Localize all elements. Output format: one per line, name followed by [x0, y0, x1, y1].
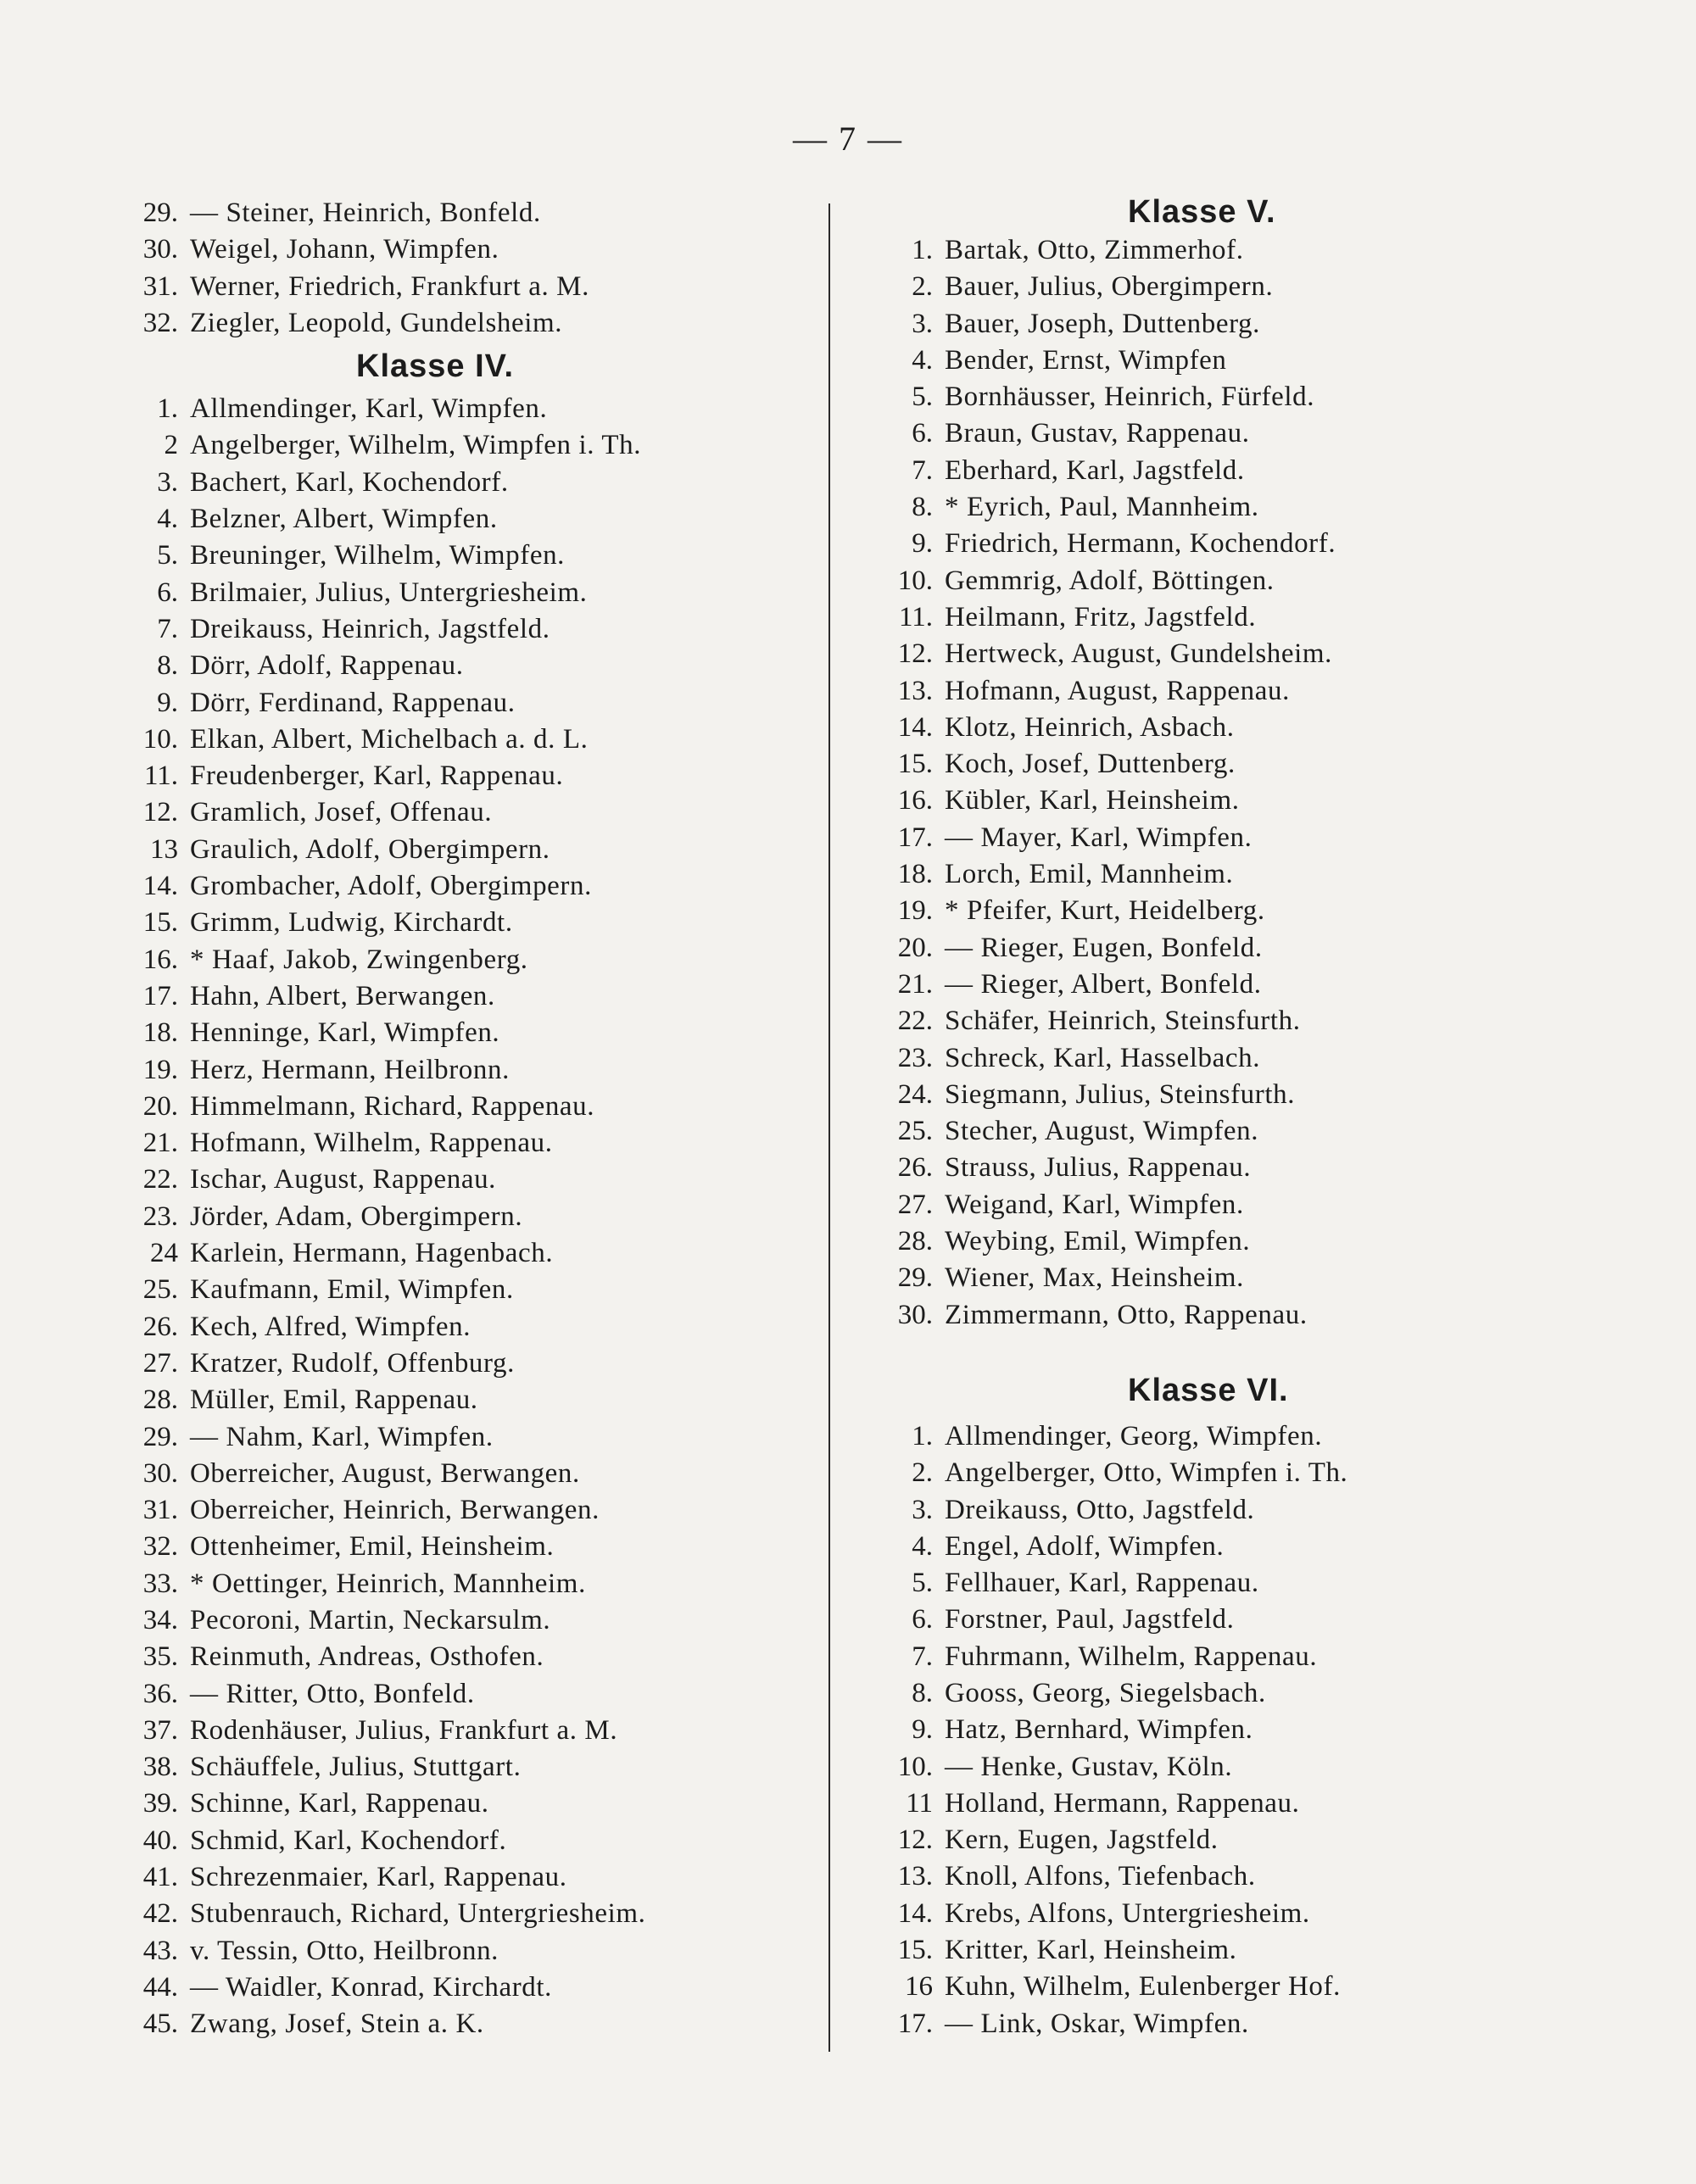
- entry-number: 25.: [897, 1116, 933, 1147]
- list-item: [873, 673, 1535, 710]
- list-item: [119, 1676, 814, 1713]
- list-item: [873, 343, 1535, 379]
- entry-number: 9.: [912, 1714, 933, 1746]
- entry-text: — Nahm, Karl, Wimpfen.: [190, 1421, 494, 1452]
- list-item: [873, 1455, 1535, 1491]
- entry-number: 14.: [142, 871, 178, 902]
- entry-text: — Ritter, Otto, Bonfeld.: [190, 1678, 475, 1709]
- entry-number: 17.: [142, 980, 178, 1011]
- entry-number: 6.: [912, 1604, 933, 1635]
- list-item: [873, 1602, 1535, 1638]
- list-item: [873, 232, 1535, 269]
- list-item: [873, 1492, 1535, 1529]
- entry-number: 40.: [142, 1825, 178, 1856]
- entry-text: Kaufmann, Emil, Wimpfen.: [190, 1274, 514, 1306]
- left-column: [119, 195, 814, 2043]
- entry-text: Gooss, Georg, Siegelsbach.: [945, 1677, 1266, 1708]
- entry-text: — Waidler, Konrad, Kirchardt.: [190, 1971, 553, 2003]
- entry-text: Oberreicher, Heinrich, Berwangen.: [190, 1495, 600, 1526]
- entry-text: Kech, Alfred, Wimpfen.: [190, 1311, 471, 1342]
- entry-number: 15.: [142, 907, 178, 939]
- list-item: [119, 1492, 814, 1529]
- list-item: [119, 1235, 814, 1272]
- entry-text: Friedrich, Hermann, Kochendorf.: [945, 528, 1336, 560]
- list-item: [119, 1125, 814, 1162]
- entry-text: Zwang, Josef, Stein a. K.: [190, 2008, 484, 2040]
- entry-number: 34.: [142, 1604, 178, 1635]
- entry-number: 30.: [897, 1299, 933, 1330]
- entry-text: Stubenrauch, Richard, Untergriesheim.: [190, 1898, 646, 1930]
- entry-text: Werner, Friedrich, Frankfurt a. M.: [190, 270, 589, 302]
- list-item: [119, 1272, 814, 1308]
- entry-number: 30.: [142, 234, 178, 265]
- entry-number: 13.: [897, 675, 933, 706]
- entry-number: 20.: [142, 1090, 178, 1122]
- list-item: [873, 1418, 1535, 1455]
- list-item: [119, 1786, 814, 1822]
- entry-number: 43.: [142, 1935, 178, 1966]
- list-item: [119, 1749, 814, 1786]
- list-item: [873, 893, 1535, 929]
- entry-number: 32.: [142, 1531, 178, 1563]
- list-item: [873, 1113, 1535, 1150]
- entry-text: Dreikauss, Otto, Jagstfeld.: [945, 1494, 1255, 1525]
- entry-text: Brilmaier, Julius, Untergriesheim.: [190, 577, 588, 608]
- entry-number: 21.: [142, 1128, 178, 1159]
- entry-number: 28.: [897, 1226, 933, 1257]
- entry-text: Kratzer, Rudolf, Offenburg.: [190, 1347, 515, 1379]
- entry-number: 10.: [142, 723, 178, 755]
- list-item: [119, 905, 814, 941]
- entry-number: 33.: [142, 1568, 178, 1599]
- list-item: [873, 1822, 1535, 1858]
- list-item: [119, 1419, 814, 1456]
- entry-number: 11: [906, 1787, 933, 1819]
- entry-number: 17.: [897, 822, 933, 853]
- entry-number: 32.: [142, 307, 178, 338]
- entry-number: 10.: [897, 1751, 933, 1782]
- entry-text: Krebs, Alfons, Untergriesheim.: [945, 1897, 1310, 1929]
- entry-number: 4.: [912, 344, 933, 376]
- entry-number: 5.: [912, 1568, 933, 1599]
- entry-number: 3.: [912, 308, 933, 339]
- entry-text: Weigel, Johann, Wimpfen.: [190, 234, 499, 265]
- list-item: [119, 1382, 814, 1418]
- list-item: [873, 1297, 1535, 1334]
- entry-text: Wiener, Max, Heinsheim.: [945, 1262, 1244, 1294]
- class-iii-continuation-list: [119, 195, 814, 342]
- entry-text: — Steiner, Heinrich, Bonfeld.: [190, 198, 541, 228]
- list-item: [873, 820, 1535, 856]
- list-item: [119, 465, 814, 501]
- entry-number: 11.: [898, 601, 933, 632]
- entry-number: 9.: [912, 528, 933, 560]
- entry-text: * Pfeifer, Kurt, Heidelberg.: [945, 895, 1265, 927]
- entry-number: 30.: [142, 1457, 178, 1489]
- list-item: [119, 722, 814, 758]
- entry-number: 44.: [142, 1971, 178, 2003]
- entry-text: Elkan, Albert, Michelbach a. d. L.: [190, 723, 589, 755]
- entry-text: — Rieger, Albert, Bonfeld.: [945, 968, 1262, 1000]
- entry-text: Herz, Hermann, Heilbronn.: [190, 1054, 510, 1085]
- entry-number: 19.: [142, 1054, 178, 1085]
- list-item: [873, 526, 1535, 562]
- list-item: [119, 1713, 814, 1749]
- list-item: [119, 305, 814, 342]
- entry-number: 16: [905, 1971, 933, 2003]
- list-item: [873, 1077, 1535, 1113]
- entry-number: 16.: [142, 944, 178, 975]
- list-item: [119, 1970, 814, 2006]
- list-item: [119, 501, 814, 538]
- entry-number: 7.: [157, 613, 178, 644]
- entry-text: Holland, Hermann, Rappenau.: [945, 1787, 1300, 1819]
- entry-text: Hertweck, August, Gundelsheim.: [945, 638, 1333, 670]
- entry-number: 12.: [142, 797, 178, 828]
- list-item: [119, 685, 814, 722]
- entry-text: * Oettinger, Heinrich, Mannheim.: [190, 1568, 586, 1599]
- page-number: — 7 —: [793, 120, 903, 158]
- entry-text: Ischar, August, Rappenau.: [190, 1164, 497, 1195]
- entry-text: * Eyrich, Paul, Mannheim.: [945, 492, 1259, 523]
- entry-number: 27.: [897, 1189, 933, 1220]
- entry-number: 10.: [897, 565, 933, 596]
- class-v-heading: Klasse V.: [1128, 194, 1276, 230]
- list-item: [873, 930, 1535, 967]
- entry-text: Eberhard, Karl, Jagstfeld.: [945, 454, 1245, 486]
- entry-text: Ottenheimer, Emil, Heinsheim.: [190, 1531, 555, 1563]
- list-item: [119, 1602, 814, 1639]
- entry-text: Fellhauer, Karl, Rappenau.: [945, 1568, 1259, 1599]
- entry-text: Grimm, Ludwig, Kirchardt.: [190, 907, 513, 939]
- list-item: [873, 710, 1535, 746]
- entry-text: Angelberger, Wilhelm, Wimpfen i. Th.: [190, 430, 642, 461]
- entry-text: v. Tessin, Otto, Heilbronn.: [190, 1935, 499, 1966]
- entry-text: Bender, Ernst, Wimpfen: [945, 344, 1227, 376]
- class-v-list: [873, 232, 1535, 1334]
- entry-text: Schinne, Karl, Rappenau.: [190, 1788, 489, 1819]
- entry-text: Hofmann, August, Rappenau.: [945, 675, 1290, 706]
- list-item: [119, 231, 814, 268]
- entry-number: 42.: [142, 1898, 178, 1930]
- list-item: [873, 967, 1535, 1003]
- entry-number: 14.: [897, 1897, 933, 1929]
- entry-text: Klotz, Heinrich, Asbach.: [945, 711, 1235, 743]
- list-item: [119, 1199, 814, 1235]
- entry-text: Jörder, Adam, Obergimpern.: [190, 1201, 523, 1232]
- entry-text: Müller, Emil, Rappenau.: [190, 1384, 478, 1416]
- list-item: [873, 1675, 1535, 1712]
- entry-text: Hofmann, Wilhelm, Rappenau.: [190, 1128, 553, 1159]
- entry-number: 23.: [142, 1201, 178, 1232]
- list-item: [119, 1346, 814, 1382]
- entry-text: Schäfer, Heinrich, Steinsfurth.: [945, 1006, 1301, 1037]
- list-item: [119, 1896, 814, 1932]
- list-item: [119, 1015, 814, 1051]
- entry-text: Koch, Josef, Duttenberg.: [945, 749, 1236, 780]
- list-item: [873, 2006, 1535, 2042]
- entry-number: 41.: [142, 1862, 178, 1893]
- list-item: [873, 489, 1535, 526]
- entry-text: Belzner, Albert, Wimpfen.: [190, 504, 498, 535]
- entry-text: Kuhn, Wilhelm, Eulenberger Hof.: [945, 1971, 1341, 2003]
- entry-text: Grombacher, Adolf, Obergimpern.: [190, 871, 592, 902]
- entry-text: Graulich, Adolf, Obergimpern.: [190, 833, 550, 865]
- entry-text: Breuninger, Wilhelm, Wimpfen.: [190, 540, 566, 571]
- entry-number: 13.: [897, 1861, 933, 1892]
- class-iv-heading: Klasse IV.: [356, 348, 515, 385]
- list-item: [119, 794, 814, 831]
- entry-text: Lorch, Emil, Mannheim.: [945, 859, 1234, 890]
- entry-text: Hahn, Albert, Berwangen.: [190, 980, 495, 1011]
- entry-number: 15.: [897, 1935, 933, 1966]
- list-item: [119, 538, 814, 574]
- list-item: [873, 1565, 1535, 1602]
- list-item: [873, 1150, 1535, 1186]
- list-item: [119, 427, 814, 464]
- entry-text: Hatz, Bernhard, Wimpfen.: [945, 1714, 1253, 1746]
- entry-text: Braun, Gustav, Rappenau.: [945, 418, 1250, 449]
- entry-text: Dreikauss, Heinrich, Jagstfeld.: [190, 613, 550, 644]
- list-item: [873, 1003, 1535, 1039]
- list-item: [873, 269, 1535, 305]
- list-item: [873, 1858, 1535, 1895]
- list-item: [873, 563, 1535, 599]
- entry-text: Knoll, Alfons, Tiefenbach.: [945, 1861, 1256, 1892]
- entry-text: Bauer, Joseph, Duttenberg.: [945, 308, 1261, 339]
- list-item: [873, 1786, 1535, 1822]
- entry-text: Dörr, Adolf, Rappenau.: [190, 650, 464, 682]
- entry-number: 21.: [897, 968, 933, 1000]
- entry-number: 31.: [142, 270, 178, 302]
- entry-text: — Henke, Gustav, Köln.: [945, 1751, 1233, 1782]
- entry-number: 24.: [897, 1078, 933, 1110]
- entry-number: 1.: [912, 235, 933, 265]
- list-item: [119, 1052, 814, 1089]
- list-item: [873, 306, 1535, 343]
- list-item: [119, 1823, 814, 1859]
- entry-number: 15.: [897, 749, 933, 780]
- entry-number: 12.: [897, 1825, 933, 1856]
- list-item: [119, 978, 814, 1015]
- entry-number: 35.: [142, 1641, 178, 1673]
- entry-text: Stecher, August, Wimpfen.: [945, 1116, 1259, 1147]
- class-vi-list: [873, 1418, 1535, 2042]
- entry-number: 7.: [912, 454, 933, 486]
- entry-text: Pecoroni, Martin, Neckarsulm.: [190, 1604, 551, 1635]
- entry-number: 31.: [142, 1495, 178, 1526]
- entry-text: Rodenhäuser, Julius, Frankfurt a. M.: [190, 1714, 618, 1746]
- list-item: [119, 1566, 814, 1602]
- entry-number: 12.: [897, 638, 933, 670]
- entry-text: * Haaf, Jakob, Zwingenberg.: [190, 944, 528, 975]
- entry-number: 23.: [897, 1042, 933, 1073]
- entry-number: 13: [150, 833, 178, 865]
- class-vi-heading: Klasse VI.: [1128, 1372, 1289, 1408]
- list-item: [119, 611, 814, 648]
- entry-number: 18.: [142, 1017, 178, 1049]
- entry-number: 29.: [142, 198, 178, 228]
- entry-number: 37.: [142, 1714, 178, 1746]
- list-item: [873, 1260, 1535, 1296]
- entry-number: 26.: [897, 1152, 933, 1184]
- entry-number: 26.: [142, 1311, 178, 1342]
- entry-number: 22.: [142, 1164, 178, 1195]
- list-item: [119, 2006, 814, 2042]
- entry-text: Strauss, Julius, Rappenau.: [945, 1152, 1252, 1184]
- entry-text: Bartak, Otto, Zimmerhof.: [945, 235, 1244, 265]
- entry-text: Schreck, Karl, Hasselbach.: [945, 1042, 1261, 1073]
- entry-number: 38.: [142, 1752, 178, 1783]
- entry-number: 6.: [912, 418, 933, 449]
- list-item: [119, 868, 814, 905]
- list-item: [119, 269, 814, 305]
- entry-number: 29.: [897, 1262, 933, 1294]
- right-column: [873, 195, 1535, 2042]
- list-item: [873, 1896, 1535, 1932]
- entry-text: Ziegler, Leopold, Gundelsheim.: [190, 307, 563, 338]
- entry-number: 5.: [157, 540, 178, 571]
- entry-number: 8.: [157, 650, 178, 682]
- list-item: [873, 599, 1535, 636]
- entry-text: Zimmermann, Otto, Rappenau.: [945, 1299, 1308, 1330]
- entry-text: Henninge, Karl, Wimpfen.: [190, 1017, 500, 1049]
- entry-number: 4.: [912, 1530, 933, 1562]
- list-item: [873, 1712, 1535, 1748]
- entry-text: Bachert, Karl, Kochendorf.: [190, 466, 509, 498]
- entry-text: Bauer, Julius, Obergimpern.: [945, 271, 1274, 303]
- entry-number: 22.: [897, 1006, 933, 1037]
- entry-text: Heilmann, Fritz, Jagstfeld.: [945, 601, 1257, 632]
- entry-number: 27.: [142, 1347, 178, 1379]
- entry-text: Schäuffele, Julius, Stuttgart.: [190, 1752, 522, 1783]
- list-item: [873, 1529, 1535, 1565]
- list-item: [119, 758, 814, 794]
- entry-text: Kritter, Karl, Heinsheim.: [945, 1935, 1237, 1966]
- list-item: [119, 1859, 814, 1896]
- entry-number: 25.: [142, 1274, 178, 1306]
- entry-number: 17.: [897, 2008, 933, 2039]
- entry-text: Schmid, Karl, Kochendorf.: [190, 1825, 507, 1856]
- entry-number: 28.: [142, 1384, 178, 1416]
- list-item: [873, 453, 1535, 489]
- entry-number: 2.: [912, 1457, 933, 1489]
- list-item: [119, 391, 814, 427]
- list-item: [119, 1933, 814, 1970]
- list-item: [873, 379, 1535, 415]
- entry-number: 29.: [142, 1421, 178, 1452]
- entry-number: 18.: [897, 859, 933, 890]
- list-item: [873, 856, 1535, 893]
- list-item: [119, 1529, 814, 1565]
- list-item: [873, 1749, 1535, 1786]
- entry-text: Angelberger, Otto, Wimpfen i. Th.: [945, 1457, 1348, 1489]
- entry-text: Dörr, Ferdinand, Rappenau.: [190, 687, 516, 718]
- entry-number: 14.: [897, 711, 933, 743]
- entry-number: 1.: [912, 1420, 933, 1451]
- entry-number: 20.: [897, 932, 933, 963]
- list-item: [119, 942, 814, 978]
- list-item: [873, 783, 1535, 819]
- entry-number: 36.: [142, 1678, 178, 1709]
- entry-number: 5.: [912, 382, 933, 413]
- list-item: [119, 832, 814, 868]
- list-item: [873, 415, 1535, 452]
- entry-text: Oberreicher, August, Berwangen.: [190, 1457, 580, 1489]
- column-divider: [828, 203, 830, 2052]
- entry-number: 3.: [912, 1494, 933, 1525]
- list-item: [119, 575, 814, 611]
- entry-number: 1.: [157, 393, 178, 425]
- entry-number: 11.: [143, 760, 178, 792]
- list-item: [119, 648, 814, 684]
- entry-text: Allmendinger, Karl, Wimpfen.: [190, 393, 548, 425]
- entry-number: 6.: [157, 577, 178, 608]
- list-item: [873, 1932, 1535, 1969]
- entry-text: Allmendinger, Georg, Wimpfen.: [945, 1420, 1323, 1451]
- entry-text: Weybing, Emil, Wimpfen.: [945, 1226, 1251, 1257]
- entry-text: Schrezenmaier, Karl, Rappenau.: [190, 1862, 567, 1893]
- list-item: [873, 1639, 1535, 1675]
- entry-number: 8.: [912, 492, 933, 523]
- list-item: [119, 1162, 814, 1198]
- entry-text: Engel, Adolf, Wimpfen.: [945, 1530, 1225, 1562]
- entry-text: — Rieger, Eugen, Bonfeld.: [945, 932, 1263, 963]
- entry-text: Karlein, Hermann, Hagenbach.: [190, 1238, 554, 1269]
- list-item: [873, 1040, 1535, 1077]
- list-item: [119, 1089, 814, 1125]
- entry-number: 3.: [157, 466, 178, 498]
- entry-text: Kübler, Karl, Heinsheim.: [945, 785, 1240, 816]
- entry-number: 39.: [142, 1788, 178, 1819]
- entry-text: Bornhäusser, Heinrich, Fürfeld.: [945, 382, 1315, 413]
- entry-number: 45.: [142, 2008, 178, 2040]
- list-item: [119, 1639, 814, 1675]
- entry-number: 2: [164, 430, 178, 461]
- entry-text: Siegmann, Julius, Steinsfurth.: [945, 1078, 1296, 1110]
- entry-text: Gramlich, Josef, Offenau.: [190, 797, 493, 828]
- entry-text: Reinmuth, Andreas, Osthofen.: [190, 1641, 544, 1673]
- entry-number: 8.: [912, 1677, 933, 1708]
- entry-text: Himmelmann, Richard, Rappenau.: [190, 1090, 595, 1122]
- list-item: [119, 1309, 814, 1346]
- list-item: [873, 1187, 1535, 1223]
- entry-number: 9.: [157, 687, 178, 718]
- list-item: [873, 1969, 1535, 2005]
- entry-text: Freudenberger, Karl, Rappenau.: [190, 760, 564, 792]
- entry-text: Kern, Eugen, Jagstfeld.: [945, 1825, 1219, 1856]
- entry-number: 4.: [157, 504, 178, 535]
- entry-text: Fuhrmann, Wilhelm, Rappenau.: [945, 1641, 1318, 1672]
- list-item: [119, 195, 814, 231]
- entry-number: 16.: [897, 785, 933, 816]
- entry-number: 7.: [912, 1641, 933, 1672]
- entry-number: 2.: [912, 271, 933, 303]
- class-iv-list: [119, 391, 814, 2042]
- entry-text: Gemmrig, Adolf, Böttingen.: [945, 565, 1275, 596]
- entry-text: Weigand, Karl, Wimpfen.: [945, 1189, 1244, 1220]
- entry-number: 19.: [897, 895, 933, 927]
- list-item: [119, 1456, 814, 1492]
- list-item: [873, 1223, 1535, 1260]
- entry-text: — Mayer, Karl, Wimpfen.: [945, 822, 1252, 853]
- entry-text: Forstner, Paul, Jagstfeld.: [945, 1604, 1235, 1635]
- list-item: [873, 636, 1535, 672]
- entry-number: 24: [150, 1238, 178, 1269]
- entry-text: — Link, Oskar, Wimpfen.: [945, 2008, 1249, 2039]
- list-item: [873, 746, 1535, 783]
